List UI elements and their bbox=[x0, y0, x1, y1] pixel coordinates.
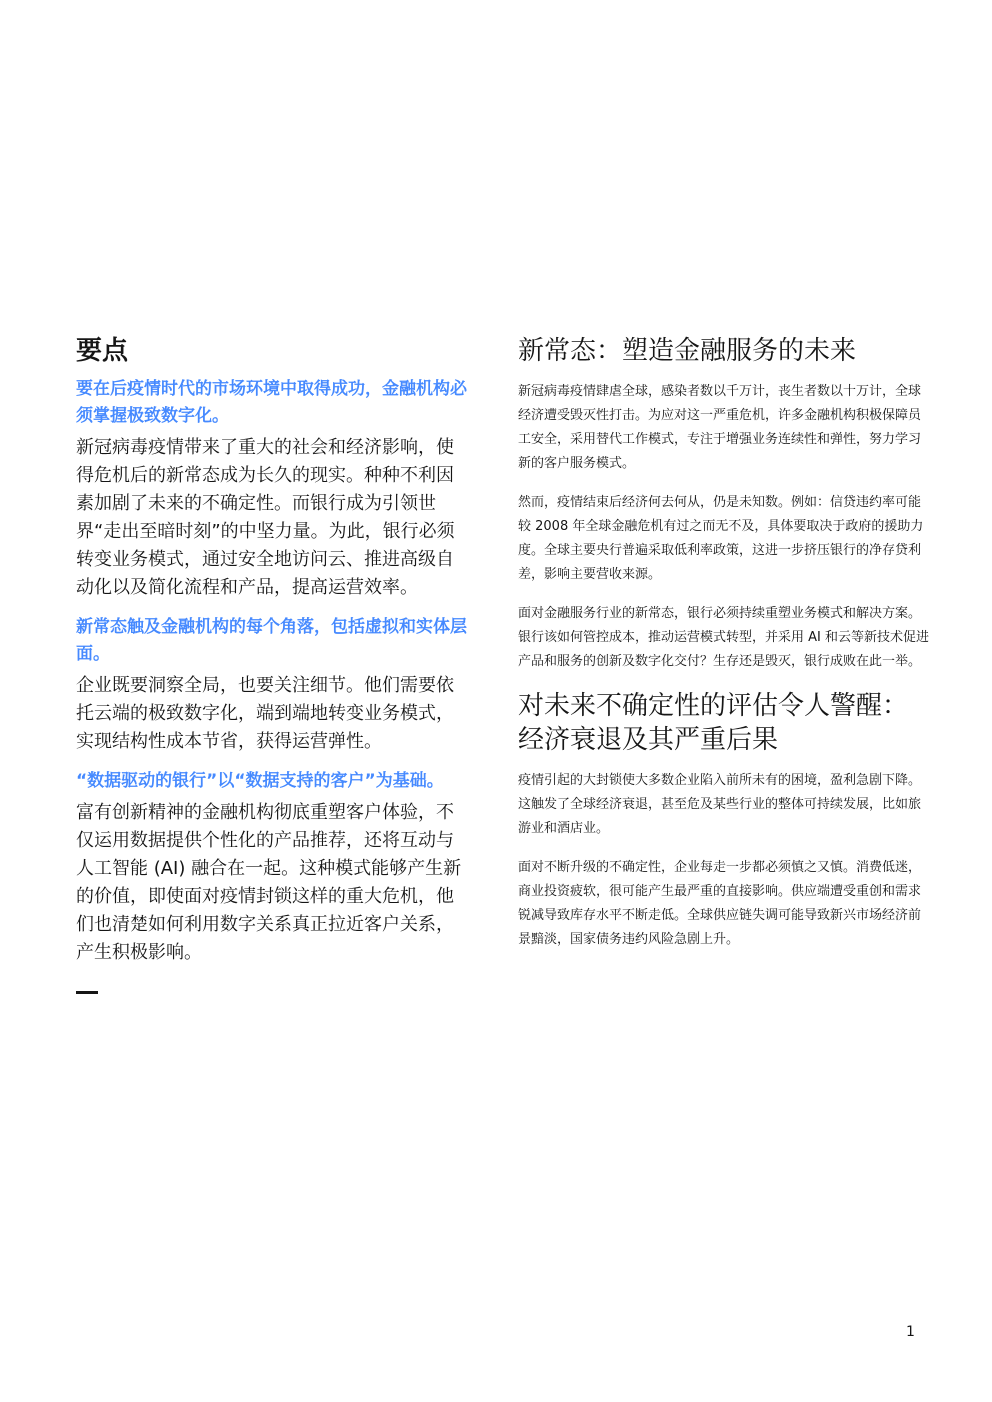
key-point-callout: “数据驱动的银行”以“数据支持的客户”为基础。 bbox=[76, 771, 444, 791]
article-column bbox=[518, 334, 932, 967]
page-number: 1 bbox=[906, 1324, 915, 1340]
key-point-callout: 新常态触及金融机构的每个角落，包括虚拟和实体层面。 bbox=[76, 617, 467, 664]
key-point-3 bbox=[76, 768, 468, 967]
key-point-body: 企业既要洞察全局，也要关注细节。他们需要依托云端的极致数字化，端到端地转变业务模式，实现结构性成本节省，获得运营弹性。 bbox=[76, 675, 454, 752]
key-point-1 bbox=[76, 376, 468, 602]
section-heading-new-normal: 新常态：塑造金融服务的未来 bbox=[518, 336, 857, 366]
key-points-column bbox=[76, 334, 468, 994]
key-point-2 bbox=[76, 614, 468, 756]
article-paragraph: 面对不断升级的不确定性，企业每走一步都必须慎之又慎。消费低迷，商业投资疲软，很可能产生最严重的直接影响。供应端遭受重创和需求锐减导致库存水平不断走低。全球供应链失调可能导致新兴市场经济前景黯淡，国家债务违约风险急剧上升。 bbox=[518, 860, 922, 947]
key-point-body: 富有创新精神的金融机构彻底重塑客户体验，不仅运用数据提供个性化的产品推荐，还将互动与人工智能 (AI) 融合在一起。这种模式能够产生新的价值，即使面对疫情封锁这样的重大危机，他们也清楚如何利用数字关系真正拉近客户关系，产生积极影响。 bbox=[76, 802, 462, 963]
article-paragraph: 疫情引起的大封锁使大多数企业陷入前所未有的困境，盈利急剧下降。这触发了全球经济衰退，甚至危及某些行业的整体可持续发展，比如旅游业和酒店业。 bbox=[518, 773, 922, 836]
key-point-body: 新冠病毒疫情带来了重大的社会和经济影响，使得危机后的新常态成为长久的现实。种种不利因素加剧了未来的不确定性。而银行成为引领世界“走出至暗时刻”的中坚力量。为此，银行必须转变业务模式，通过安全地访问云、推进高级自动化以及简化流程和产品，提高运营效率。 bbox=[76, 437, 455, 598]
section-heading-uncertainty: 对未来不确定性的评估令人警醒：经济衰退及其严重后果 bbox=[518, 691, 909, 755]
article-paragraph: 新冠病毒疫情肆虐全球，感染者数以千万计，丧生者数以十万计，全球经济遭受毁灭性打击。为应对这一严重危机，许多金融机构积极保障员工安全，采用替代工作模式，专注于增强业务连续性和弹性，努力学习新的客户服务模式。 bbox=[518, 384, 922, 471]
key-point-callout: 要在后疫情时代的市场环境中取得成功，金融机构必须掌握极致数字化。 bbox=[76, 379, 467, 426]
key-points-heading: 要点 bbox=[76, 336, 129, 366]
article-paragraph: 面对金融服务行业的新常态，银行必须持续重塑业务模式和解决方案。银行该如何管控成本，推动运营模式转型，并采用 AI 和云等新技术促进产品和服务的创新及数字化交付？生存还是毁灭，银行成败在此一举。 bbox=[518, 606, 929, 669]
article-paragraph: 然而，疫情结束后经济何去何从，仍是未知数。例如：信贷违约率可能较 2008 年全球金融危机有过之而无不及，具体要取决于政府的援助力度。全球主要央行普遍采取低利率政策，这进一步挤压银行的净存贷利差，影响主要营收来源。 bbox=[518, 495, 924, 582]
section-end-divider bbox=[76, 991, 98, 994]
